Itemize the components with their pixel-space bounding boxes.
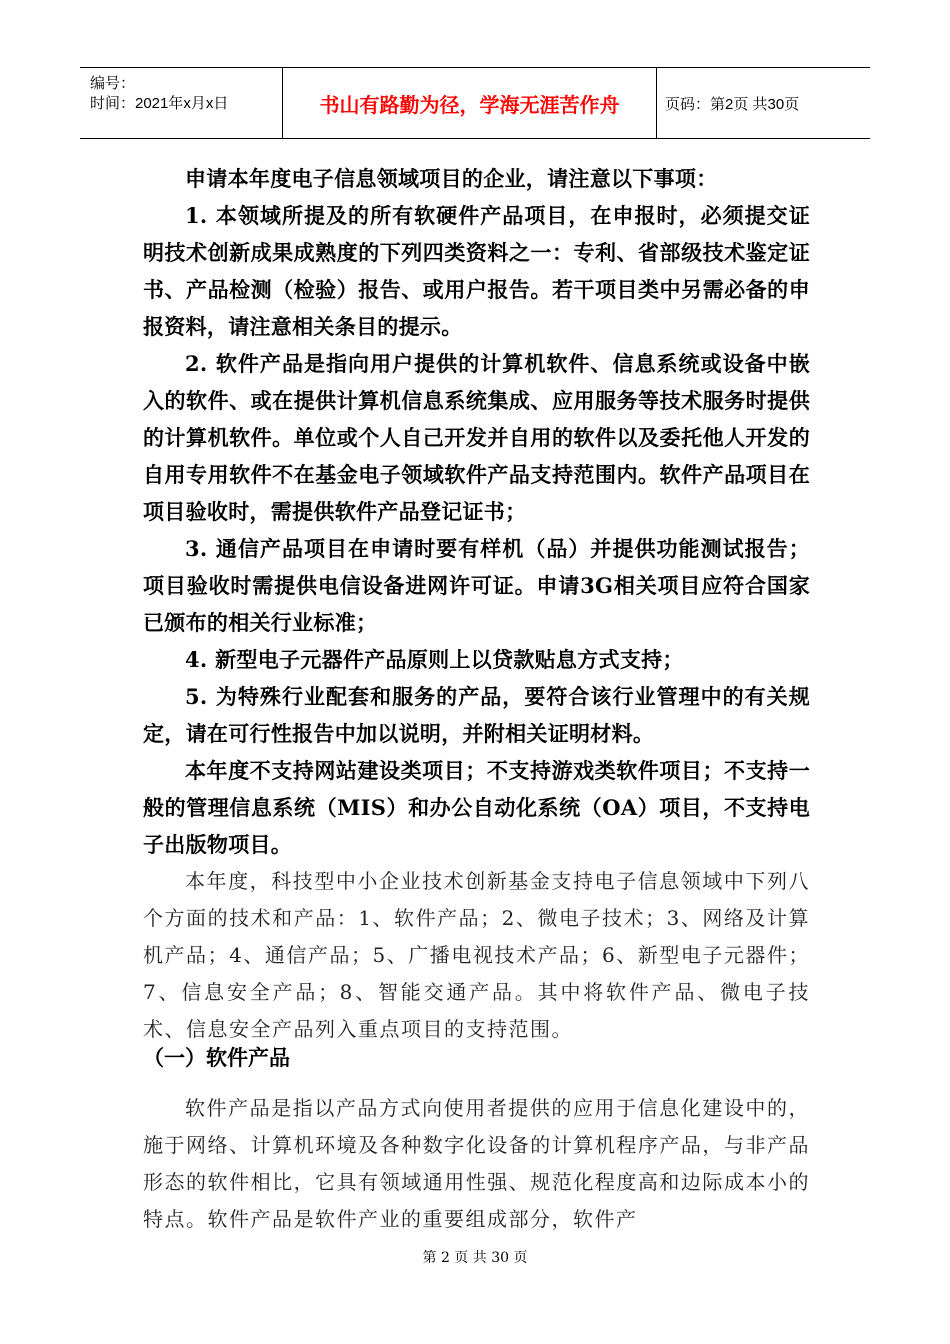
notice-item-4: 4. 新型电子元器件产品原则上以贷款贴息方式支持；: [185, 647, 684, 672]
overview-paragraph: 本年度，科技型中小企业技术创新基金支持电子信息领域中下列八个方面的技术和产品：1、软件产品；2、微电子技术；3、网络及计算机产品；4、通信产品；5、广播电视技术产品；6、新型电子元器件；7、信息安全产品；8、智能交通产品。其中将软件产品、微电子技术、信息安全产品列入重点项目的支持范围。: [143, 869, 810, 1041]
notice-item-3: 3. 通信产品项目在申请时要有样机（品）并提供功能测试报告；项目验收时需提供电信设备进网许可证。申请3G相关项目应符合国家已颁布的相关行业标准；: [143, 536, 810, 635]
motto: 书山有路勤为径，学海无涯苦作舟: [283, 68, 657, 138]
time-label: 时间：2021年x月x日: [90, 95, 229, 112]
notice-exclusions: 本年度不支持网站建设类项目；不支持游戏类软件项目；不支持一般的管理信息系统（MIS）和办公自动化系统（OA）项目，不支持电子出版物项目。: [143, 758, 810, 857]
overview-section: [143, 863, 810, 1048]
notice-item-1: 1. 本领域所提及的所有软硬件产品项目，在申报时，必须提交证明技术创新成果成熟度的下列四类资料之一：专利、省部级技术鉴定证书、产品检测（检验）报告、或用户报告。若干项目类中另需必备的申报资料，请注意相关条目的提示。: [143, 203, 810, 339]
page-info: 页码：第2页 共30页: [665, 95, 800, 113]
document-header: [80, 67, 870, 139]
page-footer: 第 2 页 共 30 页: [422, 1250, 528, 1266]
notice-lead: 申请本年度电子信息领域项目的企业，请注意以下事项：: [185, 166, 718, 191]
notice-item-2: 2. 软件产品是指向用户提供的计算机软件、信息系统或设备中嵌入的软件、或在提供计算机信息系统集成、应用服务等技术服务时提供的计算机软件。单位或个人自己开发并自用的软件以及委托他人开发的自用专用软件不在基金电子领域软件产品支持范围内。软件产品项目在项目验收时，需提供软件产品登记证书；: [143, 351, 810, 524]
software-paragraph: 软件产品是指以产品方式向使用者提供的应用于信息化建设中的，施于网络、计算机环境及各种数字化设备的计算机程序产品，与非产品形态的软件相比，它具有领域通用性强、规范化程度高和边际成本小的特点。软件产品是软件产业的重要组成部分，软件产: [143, 1096, 810, 1231]
notice-section: [143, 160, 810, 863]
section-heading-software: （一）软件产品: [143, 1046, 290, 1070]
header-meta: [80, 68, 283, 138]
software-section: [143, 1090, 810, 1238]
notice-item-5: 5. 为特殊行业配套和服务的产品，要符合该行业管理中的有关规定，请在可行性报告中加以说明，并附相关证明材料。: [143, 684, 810, 746]
number-label: 编号：: [90, 75, 136, 92]
main-content: [143, 160, 810, 1048]
